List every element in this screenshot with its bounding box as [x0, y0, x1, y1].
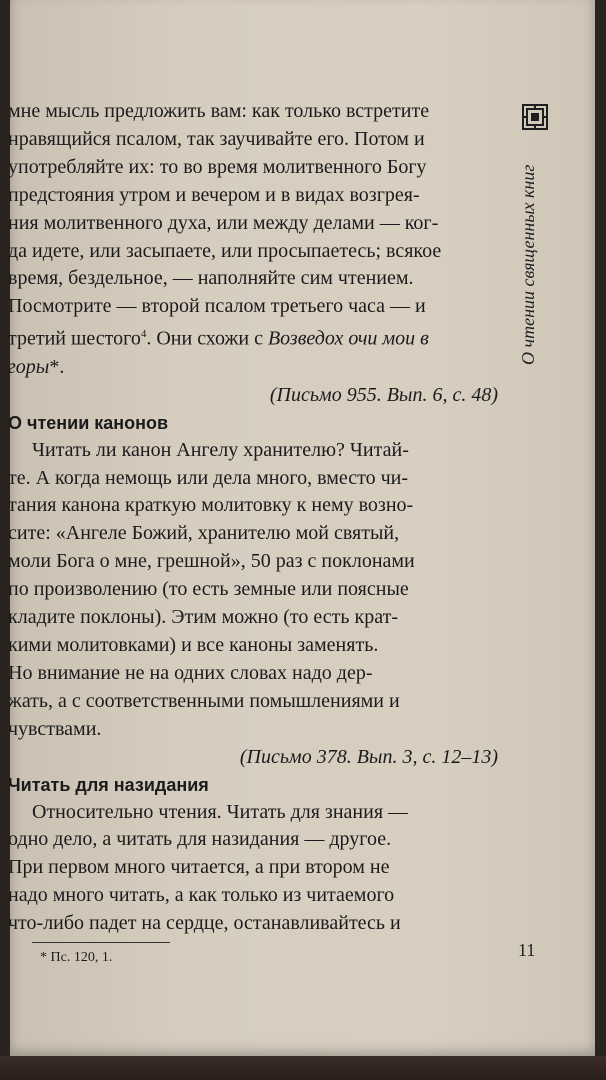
footnote-divider: [32, 942, 170, 943]
text-line: по произволению (то есть земные или поясные: [8, 578, 409, 601]
text-line: нравящийся псалом, так заучивайте его. Потом и: [8, 127, 425, 150]
text-line: употребляйте их: то во время молитвенного Богу: [8, 155, 427, 178]
section-heading: О чтении канонов: [8, 412, 169, 433]
text-line: ния молитвенного духа, или между делами — ког-: [8, 211, 439, 234]
text-line: время, бездельное, — наполняйте сим чтением.: [8, 267, 414, 290]
footnote-ref: 4: [140, 328, 147, 341]
page-number: 11: [518, 940, 536, 960]
text-line: кими молитовками) и все каноны заменять.: [8, 633, 379, 656]
text-line: мне мысль предложить вам: как только встретите: [8, 100, 430, 122]
running-head: О чтении священных книг: [518, 164, 538, 366]
quote-italic: горы: [8, 355, 50, 378]
source-citation: (Письмо 378. Вып. 3, с. 12–13): [239, 745, 498, 768]
main-text: [8, 98, 498, 938]
text-line: что-либо падет на сердце, останавливайтесь и: [8, 912, 401, 935]
text-line: одно дело, а читать для назидания — другое.: [8, 828, 392, 851]
paragraph-3: [8, 799, 498, 939]
text-line: третий шестого: [8, 327, 141, 350]
text-line: да идете, или засыпаете, или просыпаетесь; всякое: [8, 239, 442, 262]
section-heading: Читать для назидания: [8, 774, 209, 795]
source-citation: (Письмо 955. Вып. 6, с. 48): [269, 383, 498, 406]
text-line: Посмотрите — второй псалом третьего часа — и: [8, 295, 426, 318]
text-line: Но внимание не на одних словах надо дер-: [8, 661, 373, 684]
text-line: предстояния утром и вечером и в видах возгрея-: [8, 183, 420, 206]
text-line: моли Бога о мне, грешной», 50 раз с поклонами: [8, 550, 415, 573]
ornament-icon: [522, 104, 548, 130]
text-line: . Они схожи с: [146, 327, 268, 350]
footnote: * Пс. 120, 1.: [40, 950, 113, 965]
paragraph-1: [8, 98, 498, 382]
text-line: кладите поклоны). Этим можно (то есть крат-: [8, 606, 398, 629]
text-line: Относительно чтения. Читать для знания —: [32, 800, 409, 823]
paragraph-2: [8, 437, 498, 744]
text-line: Читать ли канон Ангелу хранителю? Читай-: [32, 438, 409, 461]
text-line: тания канона краткую молитовку к нему возно-: [8, 494, 414, 517]
text-line: жать, а с соответственными помышлениями и: [8, 689, 400, 712]
text-line: надо много читать, а как только из читаемого: [8, 884, 395, 907]
page-edge-shadow: [0, 1056, 606, 1080]
text-line: *.: [49, 355, 65, 378]
text-line: чувствами.: [8, 717, 102, 740]
quote-italic: Возведох очи мои в: [267, 327, 429, 350]
text-line: те. А когда немощь или дела много, вместо чи-: [8, 466, 409, 489]
text-line: сите: «Ангеле Божий, хранителю мой святый,: [8, 522, 400, 545]
text-line: При первом много читается, а при втором не: [8, 856, 390, 879]
